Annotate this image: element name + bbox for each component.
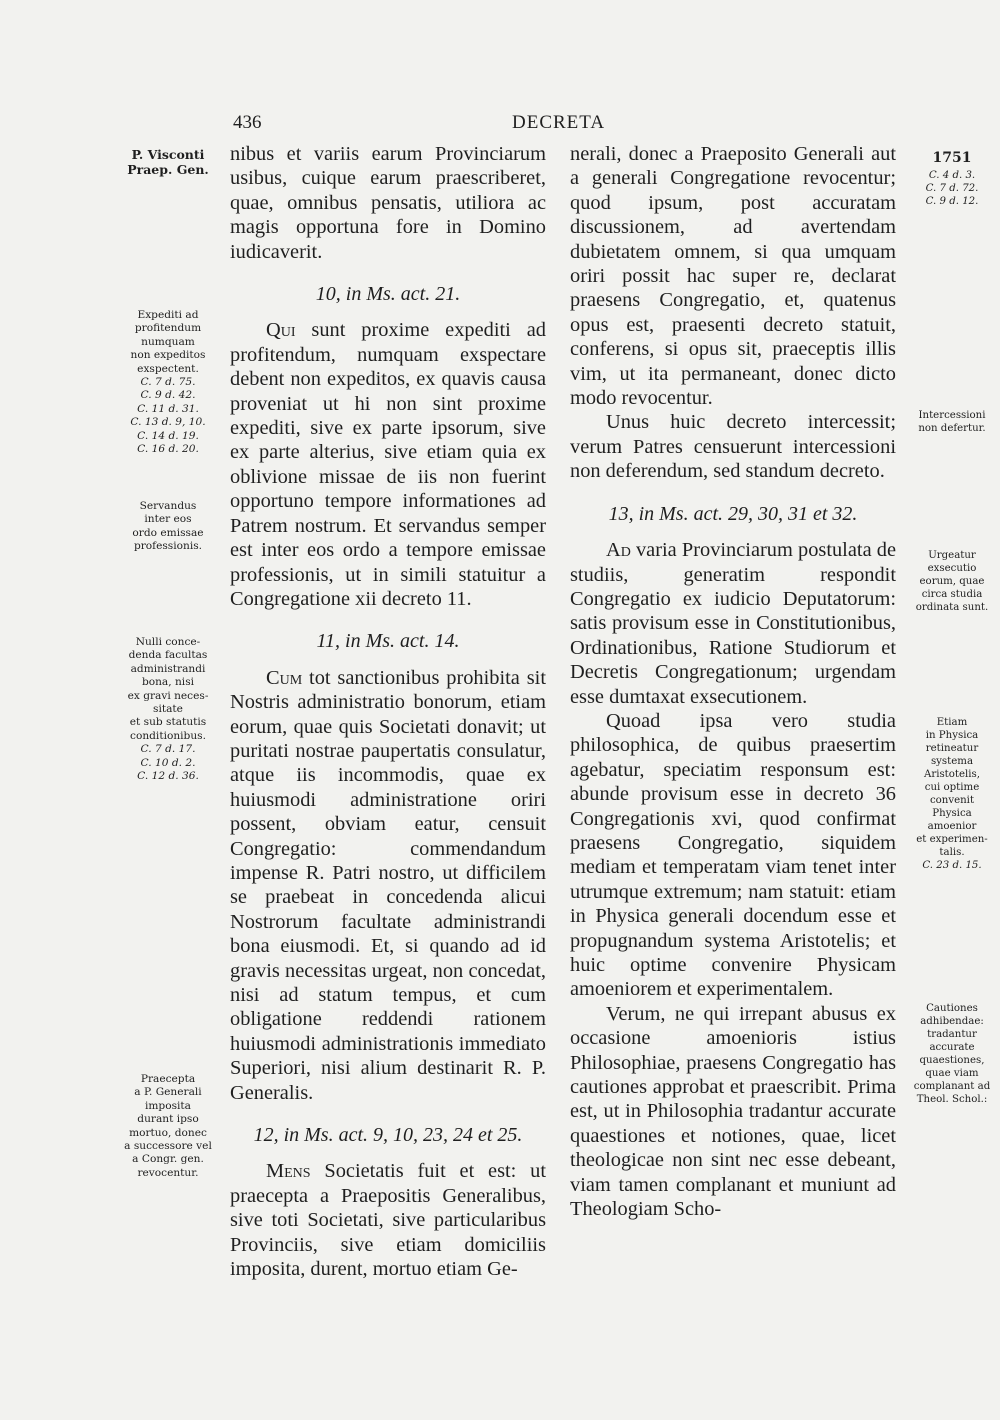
lead-word: Mens — [266, 1160, 311, 1183]
lead-word: Ad — [606, 539, 631, 562]
paragraph-verum: Verum, ne qui irrepant abusus ex occasione amoenioris istius Philosophiae, praesens Congregatio has cautiones approbat et praescribit. Prima est, ut in Philosophia tradantur accurate quaestiones et notiones, quae, licet theologicae non sint nec esse debeant, viam tamen complanant et muniunt ad Theologiam Scho- — [570, 1002, 896, 1221]
margin-note-etiam: Etiam in Physica retineatur systema Aristotelis, cui optime convenit Physica amoenior et experimen- talis. C. 23 d. 15. — [916, 717, 988, 871]
decree-heading-11: 11, in Ms. act. 14. — [316, 630, 460, 653]
paragraph-decree-13: Ad varia Provinciarum postulata de studiis, generatim respondit Congregatio ex iudicio Deputatorum: satis provisum esse in Constitutionibus, Ordinationibus, Ratione Studiorum et Decretis Congregationum; urgendam esse dumtaxat exsecutionem. — [570, 539, 896, 708]
paragraph-decree-10: Qui sunt proxime expediti ad profitendum, numquam exspectare debent non expeditos, ex quavis causa proveniat ut hi non sint proxime expediti, sive ex parte ipsorum, sive ex parte alterius, sive etiam quia ex oblivione missae de iis non fuerint opportuno tempore informationes ad Patrem nostrum. Et servandus semper est inter eos ordo a tempore emissae professionis, ut in simili statuitur a Congregatione xii decreto 11. — [230, 319, 546, 610]
margin-author: P. Visconti Praep. Gen. — [127, 147, 209, 177]
lead-word: Cum — [266, 666, 303, 689]
text-column-left — [230, 142, 546, 1281]
margin-note-nulli: Nulli conce- denda facultas administrandi bona, nisi ex gravi neces- sitate et sub statutis conditionibus. C. 7 d. 17. C. 10 d. 2. C. 12 d. 36. — [127, 636, 209, 783]
lead-word: Qui — [266, 319, 296, 342]
margin-note-praecepta: Praecepta a P. Generali imposita durant ipso mortuo, donec a successore vel a Congr. gen. revocentur. — [124, 1073, 212, 1179]
page-number: 436 — [233, 112, 262, 133]
text-column-right — [570, 142, 896, 1221]
margin-note-urgeatur: Urgeatur exsecutio eorum, quae circa studia ordinata sunt. — [915, 550, 989, 613]
paragraph-decree-12: Mens Societatis fuit et est: ut praecepta a Praepositis Generalibus, sive toti Societati, sive particularibus Provinciis, sive etiam domiciliis imposita, durent, mortuo etiam Ge- — [230, 1160, 546, 1281]
running-title: DECRETA — [512, 112, 606, 133]
margin-note-expediti: Expediti ad profitendum numquam non expeditos exspectent. C. 7 d. 75. C. 9 d. 42. C. 11 d. 31. C. 13 d. 9, 10. C. 14 d. 19. C. 16 d. 20. — [130, 309, 206, 456]
decree-heading-13: 13, in Ms. act. 29, 30, 31 et 32. — [608, 502, 858, 525]
paragraph-continued: nibus et variis earum Provinciarum usibus, cuique earum praescriberet, quae, omnibus pensatis, utiliora ac magis opportuna fore in Domino iudicaverit. — [230, 143, 546, 263]
decree-heading-10: 10, in Ms. act. 21. — [315, 283, 461, 306]
margin-note-servandus: Servandus inter eos ordo emissae professionis. — [132, 500, 204, 553]
paragraph-unus: Unus huic decreto intercessit; verum Patres censuerunt intercessioni non deferendum, sed standum decreto. — [570, 411, 896, 483]
decree-heading-12: 12, in Ms. act. 9, 10, 23, 24 et 25. — [253, 1124, 523, 1147]
margin-year: 1751 C. 4 d. 3. C. 7 d. 72. C. 9 d. 12. — [925, 150, 979, 207]
paragraph-decree-11: Cum tot sanctionibus prohibita sit Nostris administratio bonorum, etiam eorum, quae quis Societati donavit; ut puritati nostrae paupertatis consulatur, atque iis incommodis, quae ex huiusmodi administratione oriri possent, obviam eatur, censuit Congregatio: commendandum impense R. Patri nostro, ut difficilem se praebeat in concedenda alicui Nostrorum facultate administrandi bona eiusmodi. Et, si quando ad id gravis necessitas urgeat, non concedat, nisi ad statum tempus, et cum obligatione reddendi rationem huiusmodi administrationis immediato Superiori, nisi alium destinarit R. P. Generalis. — [230, 666, 546, 1104]
margin-note-intercessioni: Intercessioni non defertur. — [918, 410, 986, 434]
margin-note-cautiones: Cautiones adhibendae: tradantur accurate quaestiones, quae viam complanant ad Theol. Schol.: — [913, 1003, 991, 1105]
paragraph-quoad: Quoad ipsa vero studia philosophica, de quibus praesertim agebatur, speciatim responsum est: abunde provisum esse in decreto 36 Congregationis xvi, quod confirmat praesens Congregatio, siquidem mediam et temperatam viam tenet inter utrumque extremum; nam statuit: etiam in Physica generali docendum esse et propugnandum systema Aristotelis; et huic optime convenire Physicam amoeniorem et experimentalem. — [570, 709, 896, 1001]
running-header — [0, 112, 1000, 142]
paragraph-continued: nerali, donec a Praeposito Generali aut a generali Congregatione revocentur; quod ipsum, post accuratam discussionem, ad avertendam dubietatem omnem, si qua umquam oriri possit hac super re, declarat praesens Congregatio, et, quatenus opus est, praesenti decreto statuit, conferens, si opus sit, praeceptis illis vim, ut ita permaneant, donec dicto modo revocentur. — [570, 143, 896, 410]
